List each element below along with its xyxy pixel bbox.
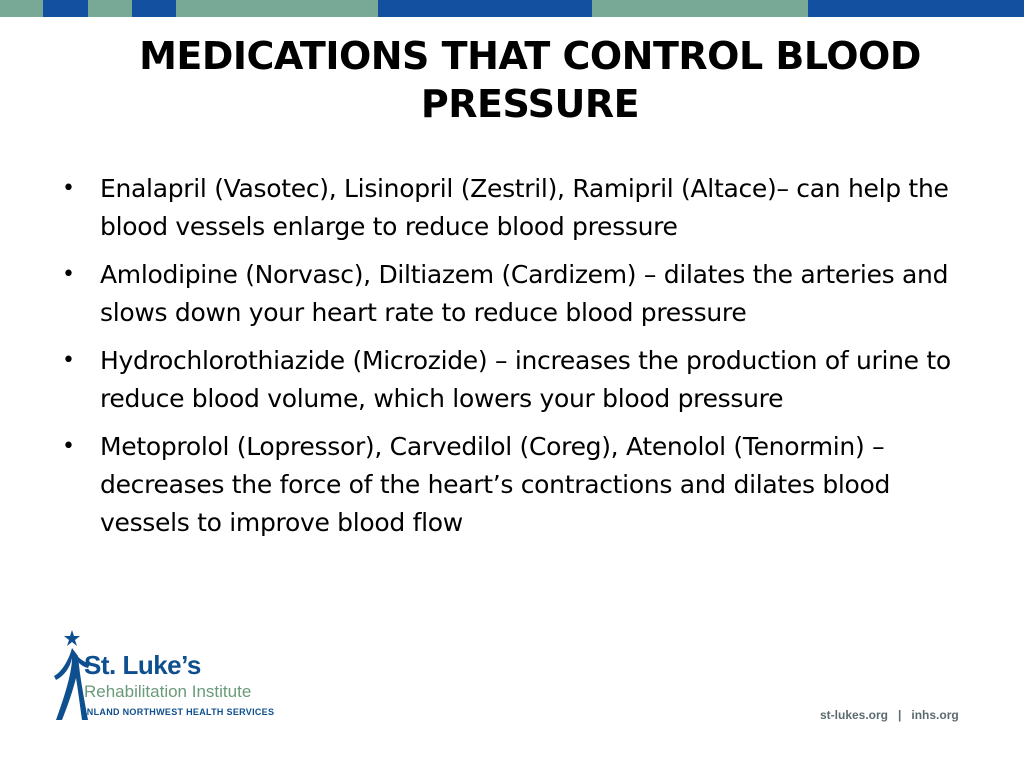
bar-segment [808,0,1024,17]
bullet-item [60,342,960,418]
bullet-list [60,170,960,552]
bar-segment [88,0,132,17]
bar-segment [378,0,592,17]
bullet-item [60,428,960,542]
bullet-icon: • [62,262,75,287]
bar-segment [0,0,43,17]
bar-segment [132,0,176,17]
logo-name: St. Luke’s [84,650,201,680]
bullet-text: Enalapril (Vasotec), Lisinopril (Zestril), Ramipril (Altace)– can help the blood vessels enlarge to reduce blood pressure [100,174,949,241]
bar-segment [43,0,88,17]
logo-subtitle: Rehabilitation Institute [84,682,252,701]
bullet-icon: • [62,176,75,201]
logo-org: INLAND NORTHWEST HEALTH SERVICES [84,707,275,717]
bullet-text: Amlodipine (Norvasc), Diltiazem (Cardizem) – dilates the arteries and slows down your heart rate to reduce blood pressure [100,260,949,327]
bullet-text: Metoprolol (Lopressor), Carvedilol (Coreg), Atenolol (Tenormin) – decreases the force of the heart’s contractions and dilates blood vessels to improve blood flow [100,432,891,537]
footer-link-stlukes[interactable]: st-lukes.org [820,708,889,722]
bar-segment [176,0,378,17]
bullet-item [60,170,960,246]
bar-segment [592,0,808,17]
bullet-icon: • [62,348,75,373]
footer-links [820,708,959,722]
footer-separator: | [898,708,902,722]
bullet-text: Hydrochlorothiazide (Microzide) – increases the production of urine to reduce blood volume, which lowers your blood pressure [100,346,951,413]
bullet-item [60,256,960,332]
top-color-bar [0,0,1024,17]
slide-title: MEDICATIONS THAT CONTROL BLOOD PRESSURE [139,34,921,126]
footer-link-inhs[interactable]: inhs.org [911,708,959,722]
bullet-icon: • [62,434,75,459]
